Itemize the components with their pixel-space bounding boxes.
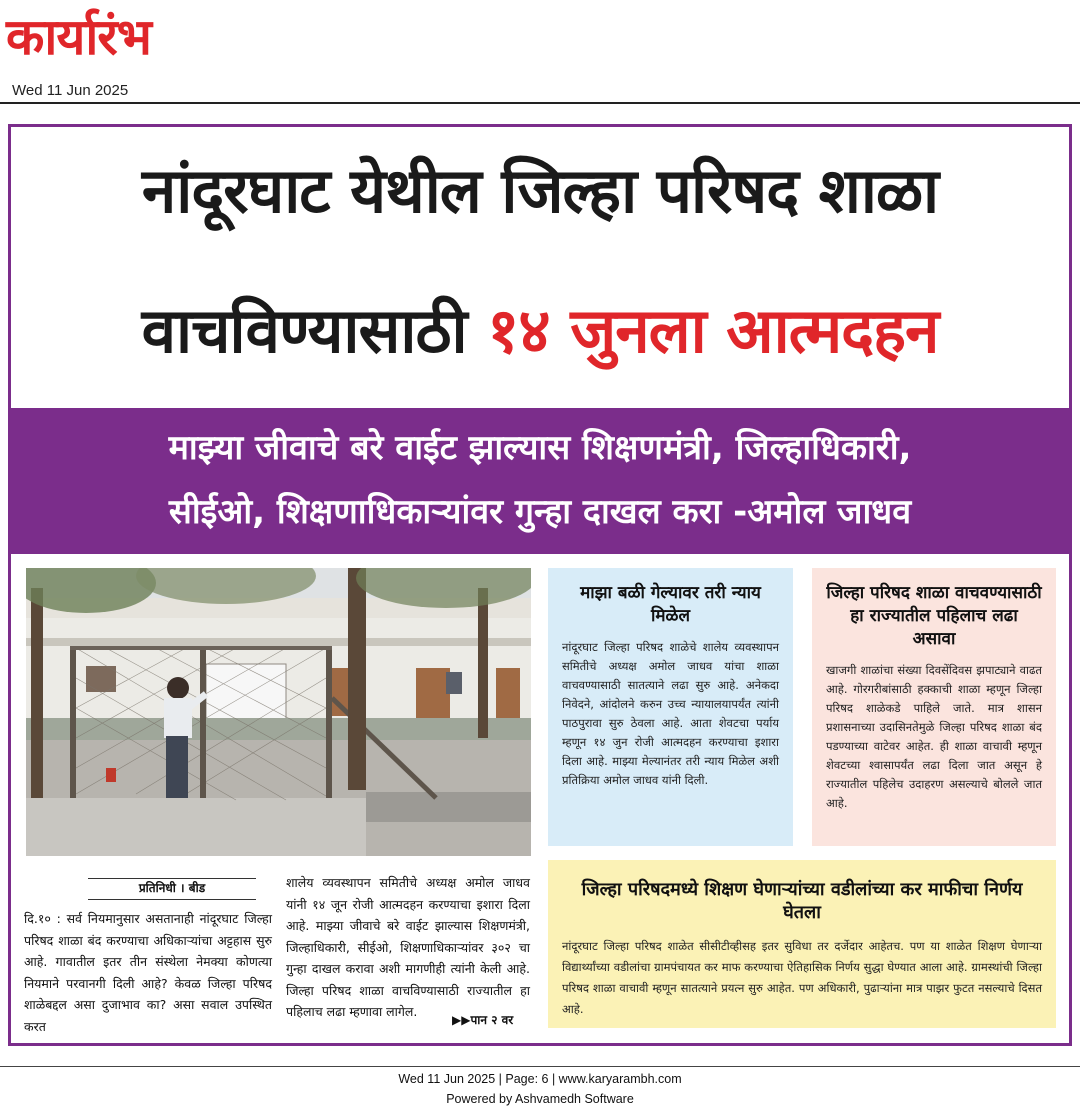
article-column-2: शालेय व्यवस्थापन समितीचे अध्यक्ष अमोल जाधव यांनी १४ जून रोजी आत्मदहन करण्याचा इशारा दिला आहे. माझ्या जीवाचे बरे वाईट झाल्यास शिक्षणमंत्री, जिल्हाधिकारी, सीईओ, शिक्षणाधिकाऱ्यांवर ३०२ चा गुन्हा दाखल करावा अशी मागणीही त्यांनी केली आहे. जिल्हा परिषद शाळा वाचविण्यासाठी राज्यातील हा पहिलाच लढा म्हणावा लागेल. (286, 875, 530, 1019)
headline-line-1: नांदूरघाट येथील जिल्हा परिषद शाळा (141, 154, 939, 227)
footer-page-info: Wed 11 Jun 2025 | Page: 6 | www.karyarambh.com (398, 1072, 682, 1086)
headline-line-2-black: वाचविण्यासाठी (141, 294, 467, 367)
box-body: नांदूरघाट जिल्हा परिषद शाळेत सीसीटीव्हीसह इतर सुविधा तर दर्जेदार आहेतच. पण या शाळेत शिक्षण घेणाऱ्या विद्यार्थ्यांच्या वडीलांचा ग्रामपंचायत कर माफ करण्याचा ऐतिहासिक निर्णय सुद्धा घेण्यात आला आहे. ग्रामस्थांची जिल्हा परिषद शाळा वाचावी म्हणून सातत्याने प्रयत्न सुरु आहेत. पण अधिकारी, पुढाऱ्यांना मात्र पाझर फुटत नसल्याचे दिसत आहे. (562, 939, 1042, 1016)
box-body: खाजगी शाळांचा संख्या दिवसेंदिवस झपाट्याने वाढत आहे. गोरगरीबांसाठी हक्काची शाळा म्हणून जिल्हा परिषद शाळेकडे पाहिले जाते. मात्र शासन प्रशासनाच्या उदासिनतेमुळे जिल्हा परिषद शाळा बंद पडण्याच्या वाटेवर आहेत. ही शाळा वाचावी म्हणून शेवटच्या श्वासापर्यंत लढा दिला जात असून हे राज्यातील पहिलेच उदाहरण असल्याचे बोलले जात आहे. (826, 663, 1042, 810)
school-gate-photo (26, 568, 531, 856)
box-title: जिल्हा परिषदमध्ये शिक्षण घेणाऱ्यांच्या वडीलांच्या कर माफीचा निर्णय घेतला (581, 879, 1023, 923)
edition-date: Wed 11 Jun 2025 (12, 82, 129, 99)
headline-line-2-red: १४ जुनला आत्मदहन (487, 294, 939, 367)
footer-powered-by: Powered by Ashvamedh Software (446, 1092, 634, 1106)
sidebar-box-justify (548, 568, 793, 846)
newspaper-logo: कार्यारंभ (6, 8, 151, 66)
continued-on-page: ▶▶पान २ वर (452, 1013, 514, 1027)
page-footer (0, 1066, 1080, 1109)
sidebar-box-tax-waiver (548, 860, 1056, 1028)
box-title: माझा बळी गेल्यावर तरी न्याय मिळेल (580, 583, 761, 626)
subheadline-line-2: सीईओ, शिक्षणाधिकाऱ्यांवर गुन्हा दाखल करा -अमोल जाधव (168, 492, 912, 532)
news-photo (26, 568, 531, 856)
article-column-1: दि.१० : सर्व नियमानुसार असतानाही नांदूरघाट जिल्हा परिषद शाळा बंद करण्याचा अधिकाऱ्यांचा अट्टहास सुरु आहे. गावातील इतर तीन संस्थेला नेमक्या कोणत्या नियमाने परवानगी दिली आहे? केवळ जिल्हा परिषद शाळेबद्दल असा दुजाभाव का? असा सवाल उपस्थित करत (24, 911, 272, 1034)
subheadline-line-1: माझ्या जीवाचे बरे वाईट झाल्यास शिक्षणमंत्री, जिल्हाधिकारी, (168, 428, 912, 468)
masthead (0, 0, 1080, 104)
sidebar-box-first-fight (812, 568, 1056, 846)
byline: प्रतिनिधी । बीड (88, 878, 256, 900)
headline-line-2 (10, 290, 1070, 372)
subheadline-band (8, 408, 1072, 554)
box-body: नांदूरघाट जिल्हा परिषद शाळेचे शालेय व्यवस्थापन समितीचे अध्यक्ष अमोल जाधव यांचा शाळा वाचवण्यासाठी सातत्याने लढा सुरु आहे. अनेकदा निवेदने, आंदोलने करुन उच्च न्यायालयापर्यंत त्यांनी पाठपुरावा सुरु ठेवला आहे. आता शेवटचा पर्याय म्हणून १४ जुन रोजी आत्मदहन करण्याचा इशारा दिला आहे. माझ्या मेल्यानंतर तरी न्याय मिळेल अशी प्रतिक्रिया अमोल जाधव यांनी दिली. (562, 640, 779, 787)
main-headline (10, 150, 1070, 372)
box-title: जिल्हा परिषद शाळा वाचवण्यासाठी हा राज्यातील पहिलाच लढा असावा (826, 583, 1042, 649)
